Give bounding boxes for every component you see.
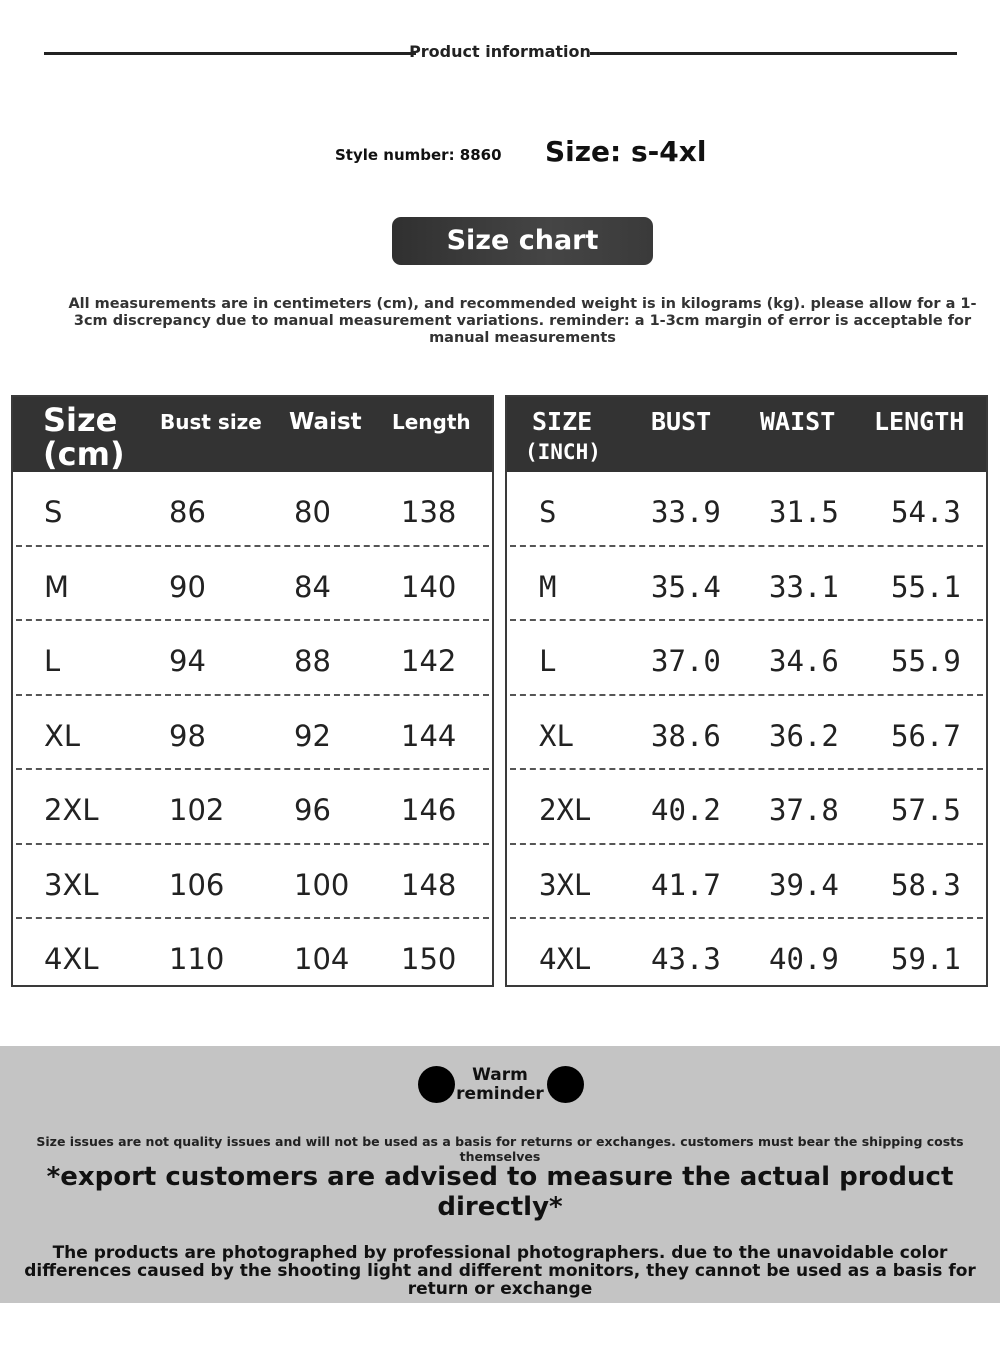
table-row (510, 696, 983, 771)
size-cell: 4XL (44, 942, 99, 976)
size-cell: XL (539, 718, 574, 753)
size-cell: L (44, 644, 61, 678)
measurement-cell: 56.7 (891, 718, 961, 753)
header-bust: Bust size (160, 410, 262, 434)
reminder-title: Warm reminder (456, 1065, 544, 1104)
measurement-cell: 34.6 (769, 644, 839, 678)
size-cell: S (539, 495, 557, 529)
measurement-cell: 92 (294, 718, 331, 753)
measurement-cell: 144 (401, 718, 457, 753)
size-cell: 3XL (44, 867, 99, 902)
page-title: Product information (409, 42, 591, 61)
measurement-cell: 98 (169, 718, 206, 753)
measurement-cell: 43.3 (651, 942, 721, 976)
measurement-cell: 88 (294, 644, 331, 678)
table-header (13, 397, 492, 472)
header-waist: WAIST (760, 407, 836, 436)
measurement-cell: 38.6 (651, 718, 721, 753)
measurement-cell: 36.2 (769, 718, 839, 753)
measurement-cell: 150 (401, 942, 457, 976)
size-chart-heading: Size chart (392, 217, 653, 265)
size-table-inch (505, 395, 988, 987)
table-row (16, 696, 489, 771)
size-cell: S (44, 495, 63, 529)
header-bust: BUST (651, 407, 712, 436)
table-row (510, 845, 983, 920)
measurement-cell: 35.4 (651, 569, 721, 604)
measurement-cell: 41.7 (651, 867, 721, 902)
table-row (16, 845, 489, 920)
size-cell: 4XL (539, 942, 592, 976)
measurement-cell: 110 (169, 942, 225, 976)
measurement-cell: 142 (401, 644, 457, 678)
measurement-cell: 55.9 (891, 644, 961, 678)
measurement-cell: 40.2 (651, 793, 721, 827)
measurement-cell: 37.8 (769, 793, 839, 827)
table-row (510, 547, 983, 622)
size-cell: XL (44, 718, 81, 753)
measurement-cell: 102 (169, 793, 225, 827)
measurement-cell: 37.0 (651, 644, 721, 678)
size-table-cm (11, 395, 494, 987)
measurement-cell: 33.9 (651, 495, 721, 529)
table-row (16, 919, 489, 994)
reminder-color-note: The products are photographed by professional photographers. due to the unavoidable color differences caused by the shooting light and different monitors, they cannot be used as a basis for return or exchange (24, 1243, 976, 1299)
measurement-cell: 146 (401, 793, 457, 827)
measurement-cell: 140 (401, 569, 457, 604)
table-row (16, 472, 489, 547)
table-row (16, 770, 489, 845)
table-row (510, 621, 983, 696)
bullet-icon (547, 1066, 584, 1103)
measurement-cell: 96 (294, 793, 331, 827)
measurement-cell: 80 (294, 495, 331, 529)
size-cell: 3XL (539, 867, 592, 902)
reminder-export-note: *export customers are advised to measure the actual product directly* (46, 1162, 954, 1222)
size-cell: M (44, 569, 70, 604)
size-cell: L (539, 644, 557, 678)
measurement-cell: 104 (294, 942, 350, 976)
size-cell: M (539, 569, 557, 604)
measurement-cell: 59.1 (891, 942, 961, 976)
reminder-returns-note: Size issues are not quality issues and will not be used as a basis for returns or exchanges. customers must bear the shipping costs themselves (36, 1134, 964, 1164)
measurement-cell: 31.5 (769, 495, 839, 529)
measurement-cell: 100 (294, 867, 350, 902)
size-range: Size: s-4xl (545, 135, 707, 168)
measurement-cell: 55.1 (891, 569, 961, 604)
measurement-cell: 84 (294, 569, 331, 604)
measurement-cell: 57.5 (891, 793, 961, 827)
header-size-inch: SIZE (532, 407, 593, 436)
size-cell: 2XL (44, 793, 99, 827)
header-length: LENGTH (874, 407, 965, 436)
style-number: Style number: 8860 (335, 146, 502, 164)
measurement-cell: 90 (169, 569, 206, 604)
table-row (16, 547, 489, 622)
header-size-cm: Size (cm) (43, 401, 125, 473)
header-waist: Waist (289, 409, 362, 435)
table-row (510, 919, 983, 994)
measurement-cell: 58.3 (891, 867, 961, 902)
measurement-note: All measurements are in centimeters (cm), and recommended weight is in kilograms (kg). please allow for a 1-3cm discrepancy due to manual measurement variations. reminder: a 1-3cm margin of error is acceptable for manual measurements (68, 296, 977, 346)
measurement-cell: 94 (169, 644, 206, 678)
measurement-cell: 86 (169, 495, 206, 529)
measurement-cell: 33.1 (769, 569, 839, 604)
measurement-cell: 148 (401, 867, 457, 902)
header-inch-unit: (INCH) (525, 440, 601, 464)
measurement-cell: 40.9 (769, 942, 839, 976)
table-header (507, 397, 986, 472)
header-length: Length (392, 410, 471, 434)
size-cell: 2XL (539, 793, 592, 827)
table-row (16, 621, 489, 696)
measurement-cell: 138 (401, 495, 457, 529)
measurement-cell: 54.3 (891, 495, 961, 529)
table-row (510, 770, 983, 845)
measurement-cell: 106 (169, 867, 225, 902)
table-row (510, 472, 983, 547)
measurement-cell: 39.4 (769, 867, 839, 902)
